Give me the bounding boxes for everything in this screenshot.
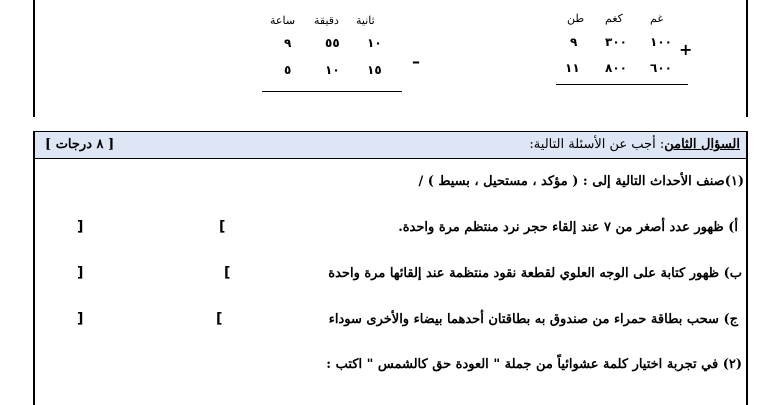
- time-r2-minutes: ١٠: [325, 63, 340, 77]
- section-heading: [529, 137, 740, 152]
- q1-item-a-bracket-left: ]: [77, 219, 84, 235]
- time-header-hours: ساعة: [270, 14, 296, 27]
- q1-item-a-bracket-right: [: [219, 219, 226, 235]
- mass-r2-tons: ١١: [565, 61, 580, 75]
- time-r1-seconds: ١٠: [367, 36, 382, 50]
- mass-r2-kilograms: ٨٠٠: [605, 61, 627, 75]
- time-header-minutes: دقيقة: [314, 14, 339, 27]
- mass-header-grams: غم: [650, 12, 664, 25]
- section-title: السؤال الثامن: [664, 137, 740, 152]
- time-sum-line: [262, 91, 402, 92]
- top-frame: [33, 0, 748, 117]
- mass-r1-kilograms: ٣٠٠: [605, 35, 627, 49]
- q2-prompt: (٢) في تجربة اختيار كلمة عشوائياً من جملة " العودة حق كالشمس " اكتب :: [326, 357, 742, 372]
- q1-prompt: (١)صنف الأحداث التالية إلى : ( مؤكد ، مستحيل ، بسيط ) /: [418, 174, 744, 189]
- section-marks: [ ٨ درجات ]: [45, 137, 115, 152]
- time-header-seconds: ثانية: [356, 14, 375, 27]
- time-r1-minutes: ٥٥: [325, 36, 340, 50]
- section-instruction: : أجب عن الأسئلة التالية:: [529, 137, 665, 152]
- q1-item-c: ج) سحب بطاقة حمراء من صندوق به بطاقتان أحدهما بيضاء والأخرى سوداء: [328, 312, 738, 327]
- q1-item-c-bracket-left: ]: [77, 311, 84, 327]
- minus-sign: –: [412, 52, 420, 71]
- time-r2-hours: ٥: [284, 63, 292, 77]
- q1-item-b-bracket-left: ]: [77, 265, 84, 281]
- time-r2-seconds: ١٥: [367, 63, 382, 77]
- q1-item-b-bracket-right: [: [224, 265, 231, 281]
- mass-r1-grams: ١٠٠: [650, 35, 672, 49]
- mass-header-kilograms: كغم: [605, 12, 623, 25]
- q1-item-a: أ) ظهور عدد أصغر من ٧ عند إلقاء حجر نرد منتظم مرة واحدة.: [398, 220, 738, 235]
- section-header: [33, 131, 748, 159]
- plus-sign: +: [679, 40, 693, 59]
- mass-r2-grams: ٦٠٠: [650, 61, 672, 75]
- q1-item-b: ب) ظهور كتابة على الوجه العلوي لقطعة نقود منتظمة عند إلقائها مرة واحدة: [328, 266, 742, 281]
- mass-header-tons: طن: [567, 12, 585, 25]
- mass-sum-line: [556, 84, 688, 85]
- mass-r1-tons: ٩: [570, 35, 578, 49]
- time-r1-hours: ٩: [284, 36, 292, 50]
- q1-item-c-bracket-right: [: [216, 311, 223, 327]
